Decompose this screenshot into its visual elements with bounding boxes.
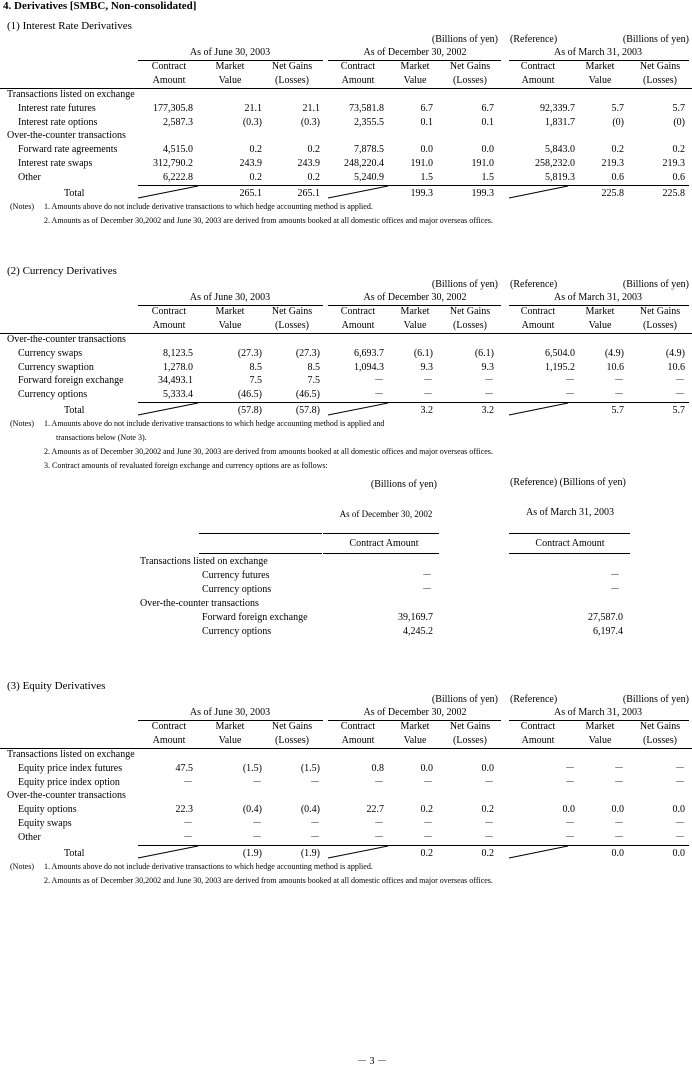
table-cell: 1.5 xyxy=(420,171,433,183)
sub-period-header: As of December 30, 2002 xyxy=(339,509,433,519)
sub-header-rule xyxy=(199,533,322,534)
note-text: 2. Amounts as of December 30,2002 and June 30, 2003 are derived from amounts booked at all domestic offices and major overseas offices. xyxy=(44,215,493,225)
table-cell: 5,240.9 xyxy=(354,171,384,183)
total-diagonal xyxy=(509,186,568,198)
column-header: Contract xyxy=(520,61,556,72)
row-label: Currency swaption xyxy=(18,361,94,373)
table-cell: 9.3 xyxy=(420,361,433,373)
column-header: Amount xyxy=(521,75,555,86)
table-cell: － xyxy=(374,375,384,387)
table-cell: 2,587.3 xyxy=(163,116,193,128)
row-label: Interest rate options xyxy=(18,116,98,128)
note-text: 1. Amounts above do not include derivative transactions to which hedge accounting method is applied. xyxy=(44,861,373,871)
table-cell: － xyxy=(183,818,193,829)
sub-table-cell: － xyxy=(610,584,620,595)
table-cell: 1,278.0 xyxy=(163,361,193,373)
table-cell: 10.6 xyxy=(667,361,685,373)
table-cell: － xyxy=(614,762,624,774)
table-cell: 22.7 xyxy=(366,804,384,816)
total-cell: 0.0 xyxy=(672,847,685,859)
table-cell: 0.2 xyxy=(481,804,494,816)
column-header: Market xyxy=(215,306,245,317)
table-cell: (6.1) xyxy=(474,347,494,359)
total-diagonal xyxy=(138,403,198,415)
table-cell: 177,305.8 xyxy=(153,102,193,114)
table-cell: 6.7 xyxy=(420,102,433,114)
total-cell: 5.7 xyxy=(672,405,685,416)
total-cell: 225.8 xyxy=(662,187,685,199)
table-cell: 47.5 xyxy=(175,762,193,774)
page-title: 4. Derivatives [SMBC, Non-consolidated] xyxy=(3,0,197,12)
total-diagonal xyxy=(328,846,388,858)
reference-label: (Reference) xyxy=(510,694,558,705)
table-cell: (46.5) xyxy=(237,389,262,401)
table-cell: 21.1 xyxy=(302,102,320,114)
table-cell: － xyxy=(614,831,624,843)
column-header: Amount xyxy=(521,735,555,746)
row-label: Equity price index futures xyxy=(18,762,123,774)
column-header: Value xyxy=(218,75,242,86)
period-header: As of June 30, 2003 xyxy=(189,707,271,718)
table-cell: 0.6 xyxy=(672,171,685,183)
column-header: Contract xyxy=(340,61,376,72)
table-cell: － xyxy=(565,389,575,401)
total-diagonal xyxy=(328,403,388,415)
total-cell: 265.1 xyxy=(297,187,320,199)
column-header: (Losses) xyxy=(643,735,677,746)
total-diagonal xyxy=(138,846,198,858)
column-header: Contract xyxy=(151,306,187,317)
table-cell: － xyxy=(252,831,262,843)
table-cell: (1.5) xyxy=(300,762,320,774)
sub-group-label: Transactions listed on exchange xyxy=(140,556,268,567)
unit-label: (Billions of yen) xyxy=(622,694,689,705)
sub-row-label: Currency options xyxy=(202,584,272,595)
total-cell: 199.3 xyxy=(471,187,494,199)
column-header: Value xyxy=(403,735,427,746)
table-cell: － xyxy=(310,831,320,843)
table-cell: 6,222.8 xyxy=(163,171,193,183)
total-cell: (1.9) xyxy=(242,847,262,859)
column-header: Market xyxy=(585,721,615,732)
row-label: Equity swaps xyxy=(18,818,72,829)
table-cell: 8,123.5 xyxy=(163,347,193,359)
column-header: (Losses) xyxy=(453,75,487,86)
total-cell: 225.8 xyxy=(601,187,624,199)
unit-label: (Billions of yen) xyxy=(431,34,498,45)
column-header: Net Gains xyxy=(271,721,313,732)
table-cell: － xyxy=(310,818,320,829)
table-cell: － xyxy=(183,776,193,788)
sub-column-header: Contract Amount xyxy=(535,538,605,549)
total-diagonal xyxy=(509,846,568,858)
column-header: Amount xyxy=(521,320,555,331)
table-cell: － xyxy=(423,831,433,843)
table-cell: － xyxy=(675,831,685,843)
table-cell: 22.3 xyxy=(175,804,193,816)
total-cell: 3.2 xyxy=(481,405,494,416)
reference-label: (Reference) xyxy=(510,34,558,45)
total-cell: (57.8) xyxy=(295,405,320,416)
table-cell: (4.9) xyxy=(665,347,685,359)
column-header: (Losses) xyxy=(453,735,487,746)
sub-header-rule xyxy=(509,533,630,534)
table-cell: 0.0 xyxy=(562,804,575,816)
table-cell: － xyxy=(565,776,575,788)
table-cell: 0.2 xyxy=(420,804,433,816)
table-cell: － xyxy=(675,762,685,774)
table-cell: － xyxy=(423,776,433,788)
unit-label: (Billions of yen) xyxy=(622,279,689,290)
total-rule xyxy=(138,845,689,846)
table-cell: － xyxy=(374,831,384,843)
group-label: Over-the-counter transactions xyxy=(7,334,126,345)
period-header: As of March 31, 2003 xyxy=(553,292,643,303)
table-cell: (0.4) xyxy=(300,804,320,816)
table-cell: 0.0 xyxy=(481,144,494,156)
table-cell: 5,843.0 xyxy=(545,144,575,156)
column-header: Contract xyxy=(151,721,187,732)
period-header: As of March 31, 2003 xyxy=(553,707,643,718)
table-cell: － xyxy=(252,818,262,829)
table-cell: － xyxy=(614,776,624,788)
column-header: Net Gains xyxy=(449,721,491,732)
sub-unit-label: (Billions of yen) xyxy=(370,479,437,490)
sub-table-cell: 39,169.7 xyxy=(398,612,433,623)
table-cell: － xyxy=(565,831,575,843)
period-header: As of December 30, 2002 xyxy=(363,292,467,303)
table-cell: 0.1 xyxy=(420,116,433,128)
table-cell: 0.0 xyxy=(611,804,624,816)
column-header: Market xyxy=(585,61,615,72)
total-label: Total xyxy=(64,405,85,416)
table-cell: (0) xyxy=(612,116,624,128)
table-cell: － xyxy=(374,389,384,401)
column-header: Net Gains xyxy=(639,306,681,317)
column-header: Amount xyxy=(341,75,375,86)
column-header: Contract xyxy=(520,721,556,732)
note-text: 3. Contract amounts of revaluated foreign exchange and currency options are as follows: xyxy=(44,461,328,470)
page-number: － 3 － xyxy=(357,1056,387,1067)
sub-header-rule xyxy=(509,553,630,554)
table-cell: 219.3 xyxy=(601,158,624,169)
table-cell: － xyxy=(484,831,494,843)
unit-label: (Billions of yen) xyxy=(622,34,689,45)
sub-column-header: Contract Amount xyxy=(349,538,419,549)
table-cell: (0.3) xyxy=(242,116,262,128)
table-cell: 0.2 xyxy=(307,171,320,183)
table-cell: 2,355.5 xyxy=(354,116,384,128)
section-title: (1) Interest Rate Derivatives xyxy=(7,20,132,32)
table-cell: 8.5 xyxy=(307,361,320,373)
table-cell: 0.8 xyxy=(371,762,384,774)
table-cell: 1,195.2 xyxy=(545,361,575,373)
total-diagonal xyxy=(328,186,388,198)
table-cell: 9.3 xyxy=(481,361,494,373)
column-header: (Losses) xyxy=(453,320,487,331)
sub-header-rule xyxy=(323,553,439,554)
table-cell: 0.6 xyxy=(611,171,624,183)
table-cell: 243.9 xyxy=(239,158,262,169)
table-cell: 0.2 xyxy=(611,144,624,156)
sub-group-label: Over-the-counter transactions xyxy=(140,598,259,609)
column-header: Market xyxy=(400,721,430,732)
column-header: Value xyxy=(588,735,612,746)
table-cell: － xyxy=(423,389,433,401)
table-cell: 312,790.2 xyxy=(153,158,193,169)
column-header: Contract xyxy=(151,61,187,72)
column-header: (Losses) xyxy=(275,735,309,746)
table-cell: － xyxy=(565,818,575,829)
table-cell: 7,878.5 xyxy=(354,144,384,156)
row-label: Interest rate swaps xyxy=(18,158,93,169)
table-cell: 0.2 xyxy=(249,144,262,156)
note-text: 2. Amounts as of December 30,2002 and June 30, 2003 are derived from amounts booked at all domestic offices and major overseas offices. xyxy=(44,447,493,456)
total-cell: (57.8) xyxy=(237,405,262,416)
table-cell: 8.5 xyxy=(249,361,262,373)
table-cell: － xyxy=(484,389,494,401)
table-cell: 0.0 xyxy=(420,762,433,774)
row-label: Currency options xyxy=(18,389,88,401)
table-cell: － xyxy=(423,375,433,387)
table-cell: 10.6 xyxy=(606,361,624,373)
column-header: Market xyxy=(400,306,430,317)
table-cell: － xyxy=(423,818,433,829)
unit-label: (Billions of yen) xyxy=(431,694,498,705)
table-cell: － xyxy=(183,831,193,843)
notes-label: (Notes) xyxy=(10,861,34,871)
column-header: Net Gains xyxy=(639,61,681,72)
table-cell: 21.1 xyxy=(244,102,262,114)
table-cell: 34,493.1 xyxy=(158,375,193,387)
total-rule xyxy=(138,185,689,186)
column-header: (Losses) xyxy=(275,320,309,331)
total-rule xyxy=(138,402,689,403)
table-cell: (1.5) xyxy=(242,762,262,774)
table-cell: 7.5 xyxy=(307,375,320,387)
table-cell: － xyxy=(675,389,685,401)
total-label: Total xyxy=(64,187,85,199)
column-header: Amount xyxy=(152,735,186,746)
total-cell: 0.2 xyxy=(420,847,433,859)
table-cell: 5,819.3 xyxy=(545,171,575,183)
table-cell: 243.9 xyxy=(297,158,320,169)
column-header: Contract xyxy=(340,306,376,317)
column-header: Value xyxy=(588,75,612,86)
table-cell: － xyxy=(484,818,494,829)
table-cell: 7.5 xyxy=(249,375,262,387)
sub-period-header: As of March 31, 2003 xyxy=(525,507,615,518)
table-cell: 0.2 xyxy=(249,171,262,183)
table-cell: 258,232.0 xyxy=(535,158,575,169)
sub-table-cell: 6,197.4 xyxy=(593,626,623,637)
table-cell: 5.7 xyxy=(672,102,685,114)
table-cell: 6.7 xyxy=(481,102,494,114)
total-cell: 3.2 xyxy=(420,405,433,416)
column-header: Value xyxy=(403,320,427,331)
column-header: Net Gains xyxy=(449,306,491,317)
column-header: Amount xyxy=(152,320,186,331)
column-header: Amount xyxy=(341,735,375,746)
row-label: Other xyxy=(18,831,41,843)
total-cell: 0.0 xyxy=(611,847,624,859)
section-title: (2) Currency Derivatives xyxy=(7,265,117,277)
table-cell: (4.9) xyxy=(604,347,624,359)
period-header: As of December 30, 2002 xyxy=(363,47,467,58)
column-header: Contract xyxy=(520,306,556,317)
table-cell: － xyxy=(310,776,320,788)
sub-row-label: Currency futures xyxy=(202,570,270,581)
table-cell: 248,220.4 xyxy=(344,158,384,169)
note-text: 1. Amounts above do not include derivative transactions to which hedge accounting method is applied. xyxy=(44,201,373,211)
table-cell: － xyxy=(565,375,575,387)
column-header: (Losses) xyxy=(275,75,309,86)
sub-header-rule xyxy=(199,553,322,554)
note-text: 2. Amounts as of December 30,2002 and June 30, 2003 are derived from amounts booked at all domestic offices and major overseas offices. xyxy=(44,875,493,885)
total-diagonal xyxy=(138,186,198,198)
row-label: Interest rate futures xyxy=(18,102,96,114)
column-header: Net Gains xyxy=(271,306,313,317)
row-label: Equity options xyxy=(18,804,77,816)
table-cell: 92,339.7 xyxy=(540,102,575,114)
table-cell: (27.3) xyxy=(237,347,262,359)
column-header: Contract xyxy=(340,721,376,732)
table-cell: (6.1) xyxy=(413,347,433,359)
group-label: Transactions listed on exchange xyxy=(7,749,135,760)
total-cell: 0.2 xyxy=(481,847,494,859)
table-cell: 1.5 xyxy=(481,171,494,183)
table-cell: 191.0 xyxy=(471,158,494,169)
table-cell: 0.0 xyxy=(420,144,433,156)
table-cell: 5.7 xyxy=(611,102,624,114)
sub-unit-label: (Reference) (Billions of yen) xyxy=(510,477,626,488)
column-header: Value xyxy=(588,320,612,331)
period-header: As of December 30, 2002 xyxy=(363,707,467,718)
total-cell: (1.9) xyxy=(300,847,320,859)
table-cell: － xyxy=(565,762,575,774)
row-label: Forward foreign exchange xyxy=(18,375,124,387)
table-cell: 73,581.8 xyxy=(349,102,384,114)
column-header: Amount xyxy=(341,320,375,331)
table-cell: － xyxy=(614,818,624,829)
row-label: Other xyxy=(18,171,41,183)
note-text: transactions below (Note 3). xyxy=(56,433,147,442)
column-header: (Losses) xyxy=(643,320,677,331)
column-header: Value xyxy=(218,735,242,746)
table-cell: － xyxy=(484,776,494,788)
table-cell: － xyxy=(614,389,624,401)
notes-label: (Notes) xyxy=(10,419,34,428)
row-label: Equity price index option xyxy=(18,776,120,788)
column-header: Market xyxy=(400,61,430,72)
table-cell: (0) xyxy=(673,116,685,128)
column-header: Net Gains xyxy=(449,61,491,72)
sub-header-rule xyxy=(323,533,439,534)
table-cell: － xyxy=(252,776,262,788)
table-cell: － xyxy=(675,818,685,829)
table-cell: － xyxy=(374,776,384,788)
table-cell: 0.0 xyxy=(481,762,494,774)
column-header: Amount xyxy=(152,75,186,86)
section-title: (3) Equity Derivatives xyxy=(7,680,106,692)
sub-row-label: Forward foreign exchange xyxy=(202,612,308,623)
period-header: As of March 31, 2003 xyxy=(553,47,643,58)
table-cell: － xyxy=(374,818,384,829)
table-cell: 191.0 xyxy=(410,158,433,169)
column-header: Market xyxy=(215,61,245,72)
sub-table-cell: 4,245.2 xyxy=(403,626,433,637)
sub-table-cell: － xyxy=(610,570,620,581)
column-header: Net Gains xyxy=(639,721,681,732)
table-cell: (27.3) xyxy=(295,347,320,359)
notes-label: (Notes) xyxy=(10,201,34,211)
table-cell: 1,094.3 xyxy=(354,361,384,373)
period-header: As of June 30, 2003 xyxy=(189,292,271,303)
unit-label: (Billions of yen) xyxy=(431,279,498,290)
total-cell: 199.3 xyxy=(410,187,433,199)
table-cell: 0.2 xyxy=(672,144,685,156)
table-cell: 5,333.4 xyxy=(163,389,193,401)
table-cell: 0.2 xyxy=(307,144,320,156)
table-cell: － xyxy=(675,776,685,788)
period-header: As of June 30, 2003 xyxy=(189,47,271,58)
group-label: Over-the-counter transactions xyxy=(7,130,126,142)
row-label: Forward rate agreements xyxy=(18,144,118,156)
total-cell: 5.7 xyxy=(611,405,624,416)
group-label: Transactions listed on exchange xyxy=(7,89,135,100)
total-label: Total xyxy=(64,847,85,859)
table-cell: － xyxy=(614,375,624,387)
table-cell: － xyxy=(484,375,494,387)
table-cell: 219.3 xyxy=(662,158,685,169)
table-cell: (0.4) xyxy=(242,804,262,816)
table-cell: 6,693.7 xyxy=(354,347,384,359)
table-cell: (46.5) xyxy=(295,389,320,401)
column-header: (Losses) xyxy=(643,75,677,86)
sub-table-cell: 27,587.0 xyxy=(588,612,623,623)
table-cell: 1,831.7 xyxy=(545,116,575,128)
sub-table-cell: － xyxy=(422,584,432,595)
table-cell: － xyxy=(675,375,685,387)
column-header: Value xyxy=(218,320,242,331)
note-text: 1. Amounts above do not include derivative transactions to which hedge accounting method is applied and xyxy=(44,419,385,428)
table-cell: 0.1 xyxy=(481,116,494,128)
table-cell: (0.3) xyxy=(300,116,320,128)
table-cell: 0.0 xyxy=(672,804,685,816)
row-label: Currency swaps xyxy=(18,347,83,359)
table-cell: 6,504.0 xyxy=(545,347,575,359)
total-cell: 265.1 xyxy=(239,187,262,199)
reference-label: (Reference) xyxy=(510,279,558,290)
column-header: Net Gains xyxy=(271,61,313,72)
column-header: Market xyxy=(585,306,615,317)
sub-table-cell: － xyxy=(422,570,432,581)
group-label: Over-the-counter transactions xyxy=(7,790,126,802)
table-cell: 4,515.0 xyxy=(163,144,193,156)
column-header: Market xyxy=(215,721,245,732)
column-header: Value xyxy=(403,75,427,86)
total-diagonal xyxy=(509,403,568,415)
sub-row-label: Currency options xyxy=(202,626,272,637)
